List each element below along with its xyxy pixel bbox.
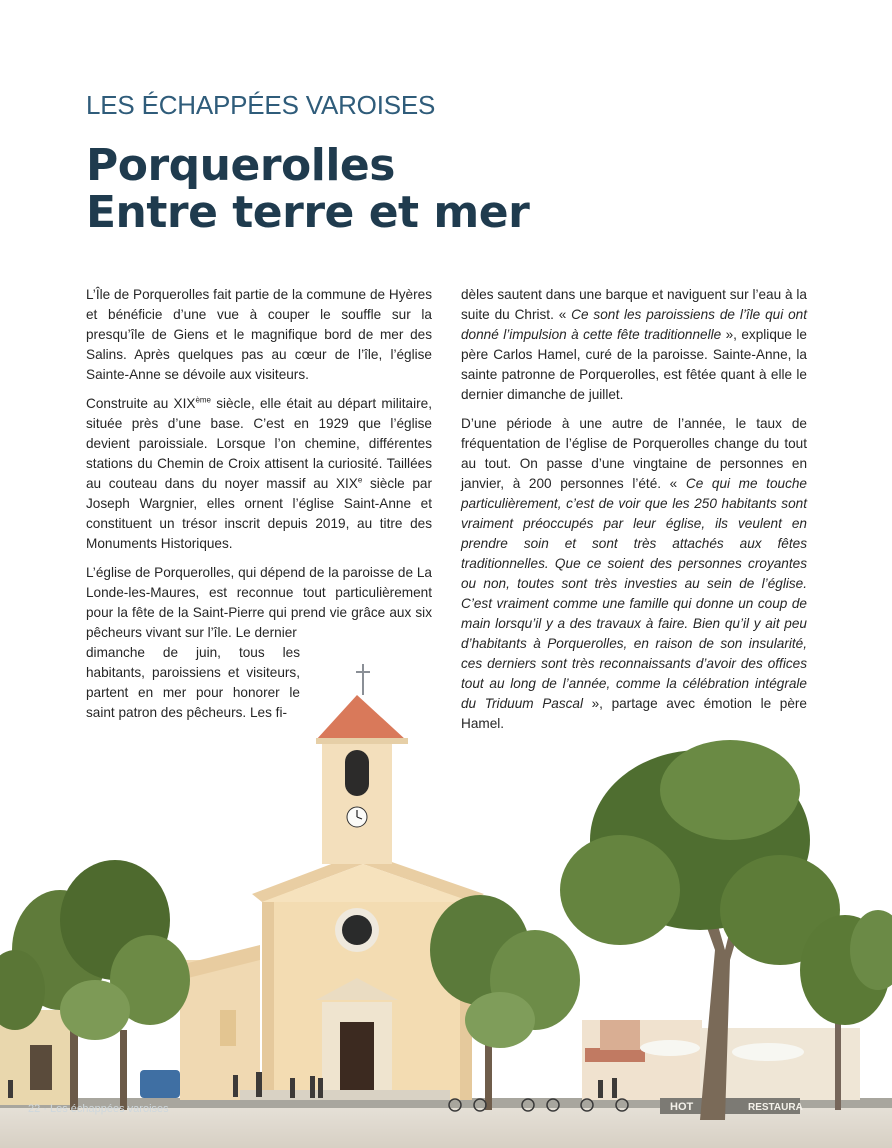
paragraph-saint-pierre: L’église de Porquerolles, qui dépend de la paroisse de La Londe-les-Maures, est reconnue tout particulièrement pour la fête de la Saint-Pierre qui prend vie grâce aux six pêcheurs vivant sur l’île. Le dernier bbox=[86, 565, 432, 640]
church bbox=[180, 664, 484, 1100]
sign-hotel: HOT bbox=[670, 1101, 694, 1113]
section-kicker: LES ÉCHAPPÉES VAROISES bbox=[86, 90, 436, 120]
page-folio: 22 · Les échappées varoises bbox=[28, 1103, 169, 1115]
title-line-1: Porquerolles bbox=[86, 140, 395, 191]
paragraph-frequentation: D’une période à une autre de l’année, le taux de fréquentation de l’église de Porquerolles change du tout au tout. On passe d’une vingtaine de personnes en janvier, à 200 personnes l’été. « Ce qui me touche particulièrement, c’est de voir que les 250 habitants sont vraiment préoccupés par leur église, ils veulent en prendre soin et sont très attachés aux fêtes traditionnelles. Que ce soient des personnes croyantes ou non, toutes sont très investies au sein de l’église. C’est vraiment comme une famille qui donne un coup de main lorsqu’il y a des travaux à faire. Bien qu’il y ait peu d’habitants à Porquerolles, en raison de son insularité, ces derniers sont très reconnaissants d’avoir des offices tout au long de l’année, comme la célébration intégrale du Triduum Pascal », partage avec émotion le père Hamel. bbox=[461, 416, 807, 731]
sign-restaurant: RESTAURA bbox=[748, 1102, 803, 1113]
paragraph-history: Construite au XIXème siècle, elle était au départ militaire, située près d’une base. C’est en 1929 que l’église devient paroissiale. Lorsque l’on chemine, différentes stations du Chemin de Croix attisent la curiosité. Taillées au couteau dans du noyer massif au XIXe siècle par Joseph Wargnier, elles ornent l’église Saint-Anne et constituent un trésor inscrit depuis 2019, au titre des Monuments Historiques. bbox=[86, 395, 432, 551]
paragraph-intro: L’Île de Porquerolles fait partie de la commune de Hyères et bénéficie d’une vue à couper le souffle sur la presqu’île de Giens et le magnifique bord de mer des Salins. Après quelques pas au cœur de l’île, l’église Sainte-Anne se dévoile aux visiteurs. bbox=[86, 287, 432, 382]
title-line-2: Entre terre et mer bbox=[86, 187, 530, 238]
page-title bbox=[86, 142, 806, 236]
church-photo bbox=[0, 650, 892, 1148]
paragraph-saint-pierre-wrap: dimanche de juin, tous les habitants, paroissiens et visiteurs, partent en mer pour honorer le saint patron des pêcheurs. Les fi- bbox=[86, 645, 300, 720]
paragraph-fideles: dèles sautent dans une barque et naviguent sur l’eau à la suite du Christ. « Ce sont les paroissiens de l’île qui ont donné l’impulsion à cette fête traditionnelle », explique le père Carlos Hamel, curé de la paroisse. Sainte-Anne, la sainte patronne de Porquerolles, est fêtée quant à elle le dernier dimanche de juillet. bbox=[461, 287, 808, 402]
parked-cart bbox=[140, 1070, 180, 1098]
